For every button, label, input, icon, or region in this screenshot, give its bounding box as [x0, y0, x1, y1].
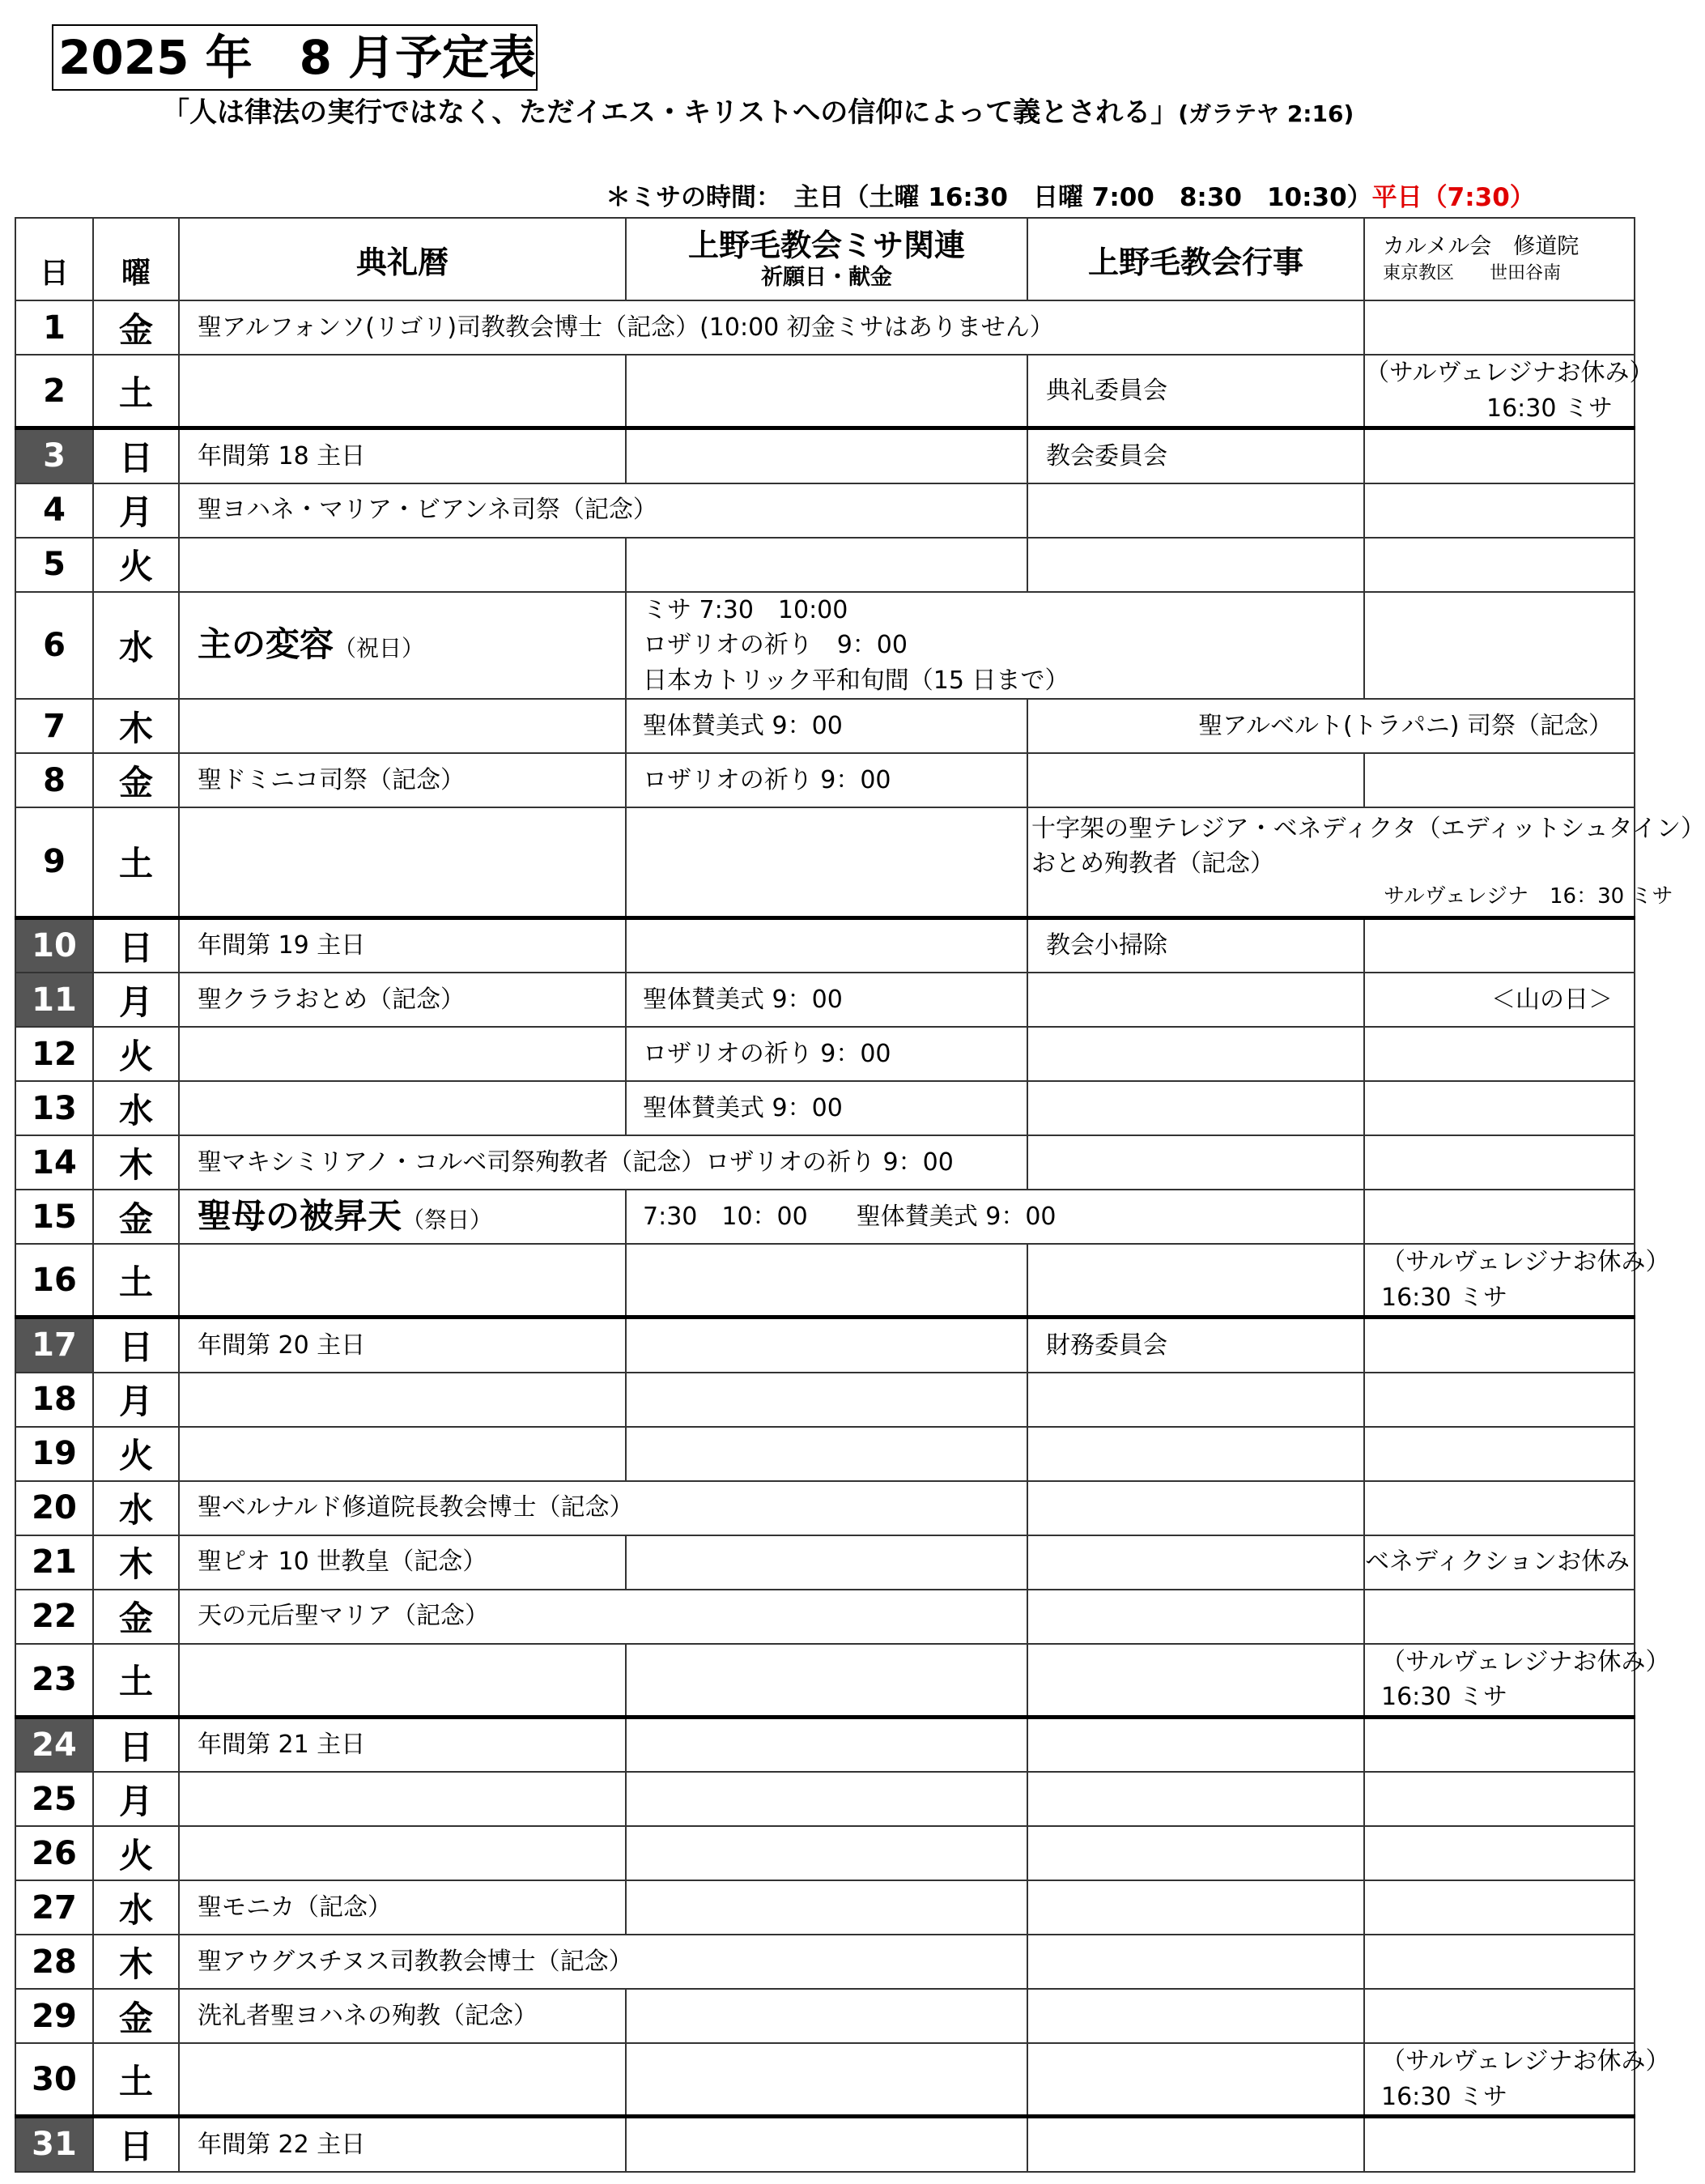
carmel-cell — [1364, 1135, 1635, 1190]
table-row — [15, 1935, 1635, 1989]
day-number: 1 — [15, 300, 93, 355]
carmel-note: 16:30 ミサ — [1381, 2082, 1507, 2111]
mass-times-sunday: ＊ミサの時間： 主日（土曜 16:30 日曜 7:00 8:30 10:30） — [606, 183, 1372, 212]
mass-cell: ロザリオの祈り 9：00 — [626, 753, 1027, 807]
event-cell — [1027, 807, 1705, 917]
event-cell — [1027, 1244, 1364, 1318]
mass-cell — [626, 1373, 1027, 1427]
carmel-cell — [1364, 1373, 1635, 1427]
weekday: 金 — [93, 1590, 179, 1644]
table-row — [15, 355, 1635, 428]
table-row — [15, 1717, 1635, 1772]
event-cell — [1027, 1481, 1364, 1535]
day-number: 10 — [15, 917, 93, 973]
day-number: 4 — [15, 483, 93, 538]
table-row — [15, 1826, 1635, 1880]
day-number: 7 — [15, 699, 93, 753]
mass-cell — [626, 1427, 1027, 1481]
liturgy-cell — [179, 1826, 626, 1880]
event-cell — [1027, 1772, 1364, 1826]
event-line: 十字架の聖テレジア・ベネディクタ（エディットシュタイン） — [1031, 814, 1705, 843]
table-row — [15, 428, 1635, 483]
carmel-cell — [1364, 300, 1635, 355]
carmel-cell — [1364, 1772, 1635, 1826]
event-cell — [1027, 1644, 1364, 1718]
table-row — [15, 699, 1635, 753]
event-cell — [1027, 1717, 1364, 1772]
carmel-cell — [1364, 1717, 1635, 1772]
liturgy-cell: 聖クララおとめ（記念） — [179, 973, 626, 1027]
day-number: 24 — [15, 1717, 93, 1772]
table-row — [15, 483, 1635, 538]
day-number: 28 — [15, 1935, 93, 1989]
table-row — [15, 300, 1635, 355]
table-row — [15, 1989, 1635, 2043]
mass-cell — [626, 1244, 1027, 1318]
day-number: 29 — [15, 1989, 93, 2043]
day-number: 11 — [15, 973, 93, 1027]
liturgy-cell: 聖モニカ（記念） — [179, 1880, 626, 1935]
event-cell — [1027, 973, 1364, 1027]
weekday: 日 — [93, 2117, 179, 2172]
mass-cell — [626, 428, 1027, 483]
col-header-mass — [626, 218, 1027, 300]
schedule-table — [15, 217, 1705, 2173]
table-row — [15, 1535, 1635, 1590]
carmel-note: （サルヴェレジナお休み） — [1381, 1647, 1670, 1676]
weekday: 月 — [93, 1772, 179, 1826]
col-header-carmel-subtitle: 東京教区 世田谷南 — [1383, 263, 1562, 283]
day-number: 16 — [15, 1244, 93, 1318]
liturgy-cell: 洗礼者聖ヨハネの殉教（記念） — [179, 1989, 626, 2043]
carmel-cell: ベネディクションお休み — [1364, 1535, 1635, 1590]
table-row — [15, 807, 1635, 917]
carmel-note: （サルヴェレジナお休み） — [1365, 359, 1654, 387]
weekday: 水 — [93, 1481, 179, 1535]
day-number: 22 — [15, 1590, 93, 1644]
carmel-cell — [1364, 1481, 1635, 1535]
liturgy-cell: 聖ピオ 10 世教皇（記念） — [179, 1535, 626, 1590]
weekday: 土 — [93, 807, 179, 917]
table-row — [15, 592, 1635, 700]
liturgy-cell — [179, 807, 626, 917]
event-cell — [1027, 1081, 1364, 1135]
mass-cell — [626, 2117, 1027, 2172]
carmel-note: 16:30 ミサ — [1486, 394, 1613, 423]
table-row — [15, 1318, 1635, 1373]
mass-cell — [626, 917, 1027, 973]
weekday: 火 — [93, 1427, 179, 1481]
carmel-note: 16:30 ミサ — [1381, 1683, 1507, 1711]
table-row — [15, 1190, 1635, 1244]
liturgy-cell: 聖アウグスチヌス司教教会博士（記念） — [179, 1935, 1027, 1989]
weekday: 火 — [93, 538, 179, 592]
weekday: 土 — [93, 2043, 179, 2117]
day-number: 20 — [15, 1481, 93, 1535]
day-number: 17 — [15, 1318, 93, 1373]
mass-cell — [626, 807, 1027, 917]
weekday: 日 — [93, 1717, 179, 1772]
weekday: 日 — [93, 917, 179, 973]
weekday: 水 — [93, 1880, 179, 1935]
day-number: 21 — [15, 1535, 93, 1590]
liturgy-cell — [179, 1644, 626, 1718]
carmel-cell — [1364, 1081, 1635, 1135]
day-number: 8 — [15, 753, 93, 807]
carmel-cell — [1364, 355, 1654, 428]
carmel-cell — [1364, 2043, 1670, 2117]
verse-text: 「人は律法の実行ではなく、ただイエス・キリストへの信仰によって義とされる」 — [162, 96, 1179, 129]
weekday: 土 — [93, 1644, 179, 1718]
table-row — [15, 1880, 1635, 1935]
day-number: 9 — [15, 807, 93, 917]
feast-rank: （祭日） — [402, 1207, 493, 1234]
mass-cell — [626, 1772, 1027, 1826]
day-number: 3 — [15, 428, 93, 483]
day-number: 2 — [15, 355, 93, 428]
weekday: 木 — [93, 1135, 179, 1190]
carmel-cell — [1364, 2117, 1635, 2172]
liturgy-cell: 聖アルフォンソ(リゴリ)司教教会博士（記念）(10:00 初金ミサはありません） — [179, 300, 1364, 355]
weekday: 日 — [93, 428, 179, 483]
table-row — [15, 1027, 1635, 1081]
day-number: 5 — [15, 538, 93, 592]
event-cell — [1027, 2117, 1364, 2172]
mass-cell: 7:30 10：00 聖体賛美式 9：00 — [626, 1190, 1364, 1244]
col-header-day: 日 — [15, 218, 93, 300]
day-number: 15 — [15, 1190, 93, 1244]
mass-times-weekday: 平日（7:30） — [1371, 183, 1535, 212]
liturgy-cell: 聖ヨハネ・マリア・ビアンネ司祭（記念） — [179, 483, 1027, 538]
weekday: 月 — [93, 973, 179, 1027]
liturgy-cell: 聖ベルナルド修道院長教会博士（記念） — [179, 1481, 1027, 1535]
table-row — [15, 1135, 1635, 1190]
table-row — [15, 1244, 1635, 1318]
mass-line: ロザリオの祈り 9：00 — [643, 631, 908, 659]
event-cell — [1027, 1135, 1364, 1190]
liturgy-cell — [179, 1373, 626, 1427]
mass-cell — [626, 538, 1027, 592]
liturgy-cell — [179, 1772, 626, 1826]
mass-cell — [626, 2043, 1027, 2117]
verse-reference: (ガラテヤ 2:16) — [1178, 100, 1354, 127]
day-number: 12 — [15, 1027, 93, 1081]
table-row — [15, 538, 1635, 592]
carmel-cell: ＜山の日＞ — [1364, 973, 1635, 1027]
table-row — [15, 1481, 1635, 1535]
event-cell: 教会小掃除 — [1027, 917, 1364, 973]
event-cell — [1027, 1427, 1364, 1481]
event-cell — [1027, 1989, 1364, 2043]
mass-line: ミサ 7:30 10:00 — [643, 595, 848, 624]
liturgy-cell — [179, 1244, 626, 1318]
event-cell — [1027, 753, 1364, 807]
weekday: 木 — [93, 699, 179, 753]
liturgy-cell — [179, 1427, 626, 1481]
event-cell: 典礼委員会 — [1027, 355, 1364, 428]
day-number: 6 — [15, 592, 93, 700]
liturgy-cell — [179, 1190, 626, 1244]
weekday: 火 — [93, 1826, 179, 1880]
day-number: 27 — [15, 1880, 93, 1935]
carmel-cell — [1364, 1318, 1635, 1373]
weekday: 木 — [93, 1535, 179, 1590]
mass-cell — [626, 1644, 1027, 1718]
event-cell — [1027, 1373, 1364, 1427]
day-number: 23 — [15, 1644, 93, 1718]
event-cell: 聖アルベルト(トラパニ) 司祭（記念） — [1027, 699, 1635, 753]
day-number: 18 — [15, 1373, 93, 1427]
mass-cell: 聖体賛美式 9：00 — [626, 699, 1027, 753]
carmel-cell — [1364, 1244, 1670, 1318]
weekday: 月 — [93, 483, 179, 538]
day-number: 30 — [15, 2043, 93, 2117]
carmel-cell — [1364, 1935, 1635, 1989]
col-header-mass-subtitle: 祈願日・献金 — [761, 265, 892, 290]
mass-cell: 聖体賛美式 9：00 — [626, 973, 1027, 1027]
col-header-liturgy: 典礼暦 — [179, 218, 626, 300]
carmel-note: 16:30 ミサ — [1381, 1283, 1507, 1312]
event-cell — [1027, 538, 1364, 592]
mass-cell: 聖体賛美式 9：00 — [626, 1081, 1027, 1135]
day-number: 25 — [15, 1772, 93, 1826]
table-row — [15, 1590, 1635, 1644]
mass-cell: ロザリオの祈り 9：00 — [626, 1027, 1027, 1081]
col-header-events: 上野毛教会行事 — [1027, 218, 1364, 300]
liturgy-cell: 年間第 21 主日 — [179, 1717, 626, 1772]
header-row-top — [15, 218, 1635, 259]
liturgy-cell — [179, 592, 626, 700]
table-row — [15, 1373, 1635, 1427]
carmel-cell — [1364, 1190, 1635, 1244]
liturgy-cell — [179, 1081, 626, 1135]
carmel-cell — [1364, 1427, 1635, 1481]
event-cell — [1027, 1535, 1364, 1590]
feast-rank: （祝日） — [334, 635, 425, 662]
event-cell — [1027, 1590, 1364, 1644]
weekday: 水 — [93, 1081, 179, 1135]
scripture-verse — [162, 91, 1354, 136]
liturgy-cell — [179, 355, 626, 428]
mass-cell — [626, 1717, 1027, 1772]
day-number: 31 — [15, 2117, 93, 2172]
event-cell — [1027, 1935, 1364, 1989]
col-header-carmel-title: カルメル会 修道院 — [1383, 234, 1580, 259]
weekday: 土 — [93, 1244, 179, 1318]
weekday: 木 — [93, 1935, 179, 1989]
carmel-note: （サルヴェレジナお休み） — [1381, 2047, 1670, 2075]
carmel-cell — [1364, 428, 1635, 483]
event-line: サルヴェレジナ 16：30 ミサ — [1384, 883, 1673, 909]
weekday: 金 — [93, 1989, 179, 2043]
table-row — [15, 1644, 1635, 1718]
weekday: 月 — [93, 1373, 179, 1427]
liturgy-cell: 年間第 19 主日 — [179, 917, 626, 973]
event-cell: 教会委員会 — [1027, 428, 1364, 483]
col-header-mass-title: 上野毛教会ミサ関連 — [687, 228, 965, 263]
carmel-cell — [1364, 483, 1635, 538]
carmel-cell — [1364, 1644, 1670, 1718]
carmel-note: （サルヴェレジナお休み） — [1381, 1248, 1670, 1276]
weekday: 金 — [93, 300, 179, 355]
liturgy-cell: 天の元后聖マリア（記念） — [179, 1590, 1027, 1644]
carmel-cell — [1364, 538, 1635, 592]
table-row — [15, 1427, 1635, 1481]
page-title: 2025 年 8 月予定表 — [52, 24, 538, 91]
col-header-carmel — [1364, 218, 1635, 300]
carmel-cell — [1364, 1880, 1635, 1935]
day-number: 13 — [15, 1081, 93, 1135]
carmel-cell — [1364, 1590, 1635, 1644]
table-row — [15, 753, 1635, 807]
carmel-cell — [1364, 917, 1635, 973]
liturgy-cell: 聖マキシミリアノ・コルベ司祭殉教者（記念）ロザリオの祈り 9：00 — [179, 1135, 1027, 1190]
table-row — [15, 2043, 1635, 2117]
carmel-cell — [1364, 1826, 1635, 1880]
weekday: 金 — [93, 1190, 179, 1244]
carmel-cell — [1364, 753, 1635, 807]
col-header-weekday: 曜 — [93, 218, 179, 300]
liturgy-cell — [179, 699, 626, 753]
liturgy-cell: 年間第 22 主日 — [179, 2117, 626, 2172]
table-row — [15, 917, 1635, 973]
event-cell — [1027, 2043, 1364, 2117]
mass-times — [606, 177, 1535, 219]
carmel-cell — [1364, 1989, 1635, 2043]
liturgy-cell: 年間第 18 主日 — [179, 428, 626, 483]
mass-cell — [626, 1535, 1027, 1590]
feast-name: 主の変容 — [198, 624, 334, 665]
table-row — [15, 1772, 1635, 1826]
mass-cell — [626, 1826, 1027, 1880]
carmel-cell — [1364, 592, 1635, 700]
event-cell — [1027, 1880, 1364, 1935]
weekday: 日 — [93, 1318, 179, 1373]
weekday: 土 — [93, 355, 179, 428]
liturgy-cell: 聖ドミニコ司祭（記念） — [179, 753, 626, 807]
mass-cell — [626, 355, 1027, 428]
mass-line: 日本カトリック平和旬間（15 日まで） — [643, 666, 1069, 695]
liturgy-cell — [179, 2043, 626, 2117]
day-number: 14 — [15, 1135, 93, 1190]
weekday: 火 — [93, 1027, 179, 1081]
liturgy-cell — [179, 1027, 626, 1081]
table-row — [15, 2117, 1635, 2172]
event-cell: 財務委員会 — [1027, 1318, 1364, 1373]
carmel-cell — [1364, 1027, 1635, 1081]
event-cell — [1027, 1027, 1364, 1081]
table-row — [15, 1081, 1635, 1135]
day-number: 26 — [15, 1826, 93, 1880]
table-row — [15, 973, 1635, 1027]
mass-cell — [626, 1880, 1027, 1935]
event-line: おとめ殉教者（記念） — [1031, 849, 1274, 879]
liturgy-cell: 年間第 20 主日 — [179, 1318, 626, 1373]
liturgy-cell — [179, 538, 626, 592]
weekday: 水 — [93, 592, 179, 700]
day-number: 19 — [15, 1427, 93, 1481]
event-cell — [1027, 483, 1364, 538]
mass-cell — [626, 1989, 1027, 2043]
mass-cell — [626, 592, 1364, 700]
weekday: 金 — [93, 753, 179, 807]
feast-name: 聖母の被昇天 — [198, 1196, 402, 1237]
event-cell — [1027, 1826, 1364, 1880]
mass-cell — [626, 1318, 1027, 1373]
